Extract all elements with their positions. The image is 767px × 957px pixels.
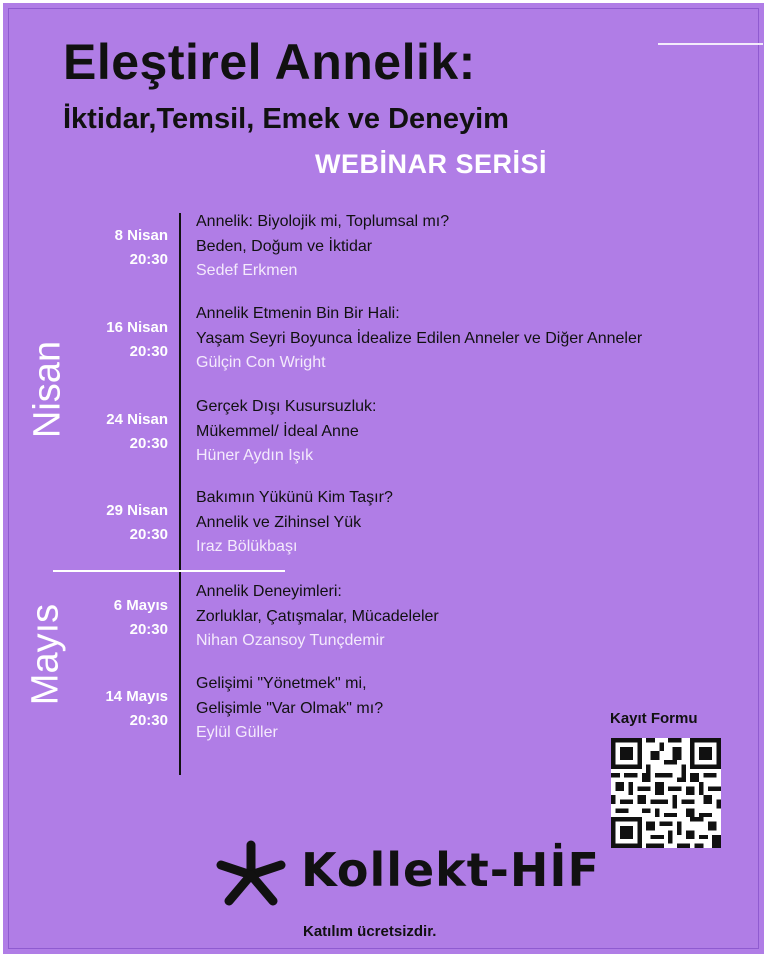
session-subtitle: Mükemmel/ İdeal Anne: [196, 422, 359, 440]
session-speaker: Sedef Erkmen: [196, 262, 298, 279]
timeline-april: [179, 213, 181, 571]
session-speaker: Hüner Aydın Işık: [196, 447, 314, 464]
date-text: 29 Nisan: [106, 502, 168, 519]
poster-title: Eleştirel Annelik:: [63, 34, 476, 90]
session-speaker: Eylül Güller: [196, 724, 278, 741]
session-date: [63, 685, 168, 733]
session-date: [63, 408, 168, 456]
poster-subtitle: İktidar,Temsil, Emek ve Deneyim: [63, 103, 509, 135]
session-subtitle: Annelik ve Zihinsel Yük: [196, 513, 362, 531]
session-date: [63, 224, 168, 272]
session-date: [63, 594, 168, 642]
series-label: WEBİNAR SERİSİ: [315, 149, 548, 179]
session-item: [196, 210, 449, 284]
timeline-may: [179, 572, 181, 775]
month-label-may: Mayıs: [24, 603, 67, 706]
asterisk-logo-icon: [209, 839, 293, 909]
session-speaker: Gülçin Con Wright: [196, 354, 326, 371]
date-text: 6 Mayıs: [113, 597, 168, 614]
session-date: [63, 499, 168, 547]
decorative-line: [658, 43, 763, 45]
session-title: Annelik: Biyolojik mi, Toplumsal mı?: [196, 213, 450, 230]
date-text: 24 Nisan: [106, 411, 168, 428]
qr-code-icon[interactable]: [611, 738, 721, 848]
session-date: [63, 316, 168, 364]
session-title: Annelik Deneyimleri:: [196, 583, 342, 600]
time-text: 20:30: [129, 343, 168, 360]
registration-label: Kayıt Formu: [610, 710, 698, 727]
time-text: 20:30: [129, 435, 168, 452]
session-title: Gelişimi "Yönetmek" mi,: [196, 675, 367, 692]
date-text: 16 Nisan: [106, 319, 168, 336]
time-text: 20:30: [129, 251, 168, 268]
session-item: [196, 302, 642, 376]
time-text: 20:30: [129, 712, 168, 729]
session-speaker: Nihan Ozansoy Tunçdemir: [196, 632, 385, 649]
time-text: 20:30: [129, 526, 168, 543]
free-participation-note: Katılım ücretsizdir.: [303, 923, 437, 940]
date-text: 14 Mayıs: [105, 688, 168, 705]
session-item: [196, 672, 383, 746]
session-title: Gerçek Dışı Kusursuzluk:: [196, 398, 377, 415]
session-subtitle: Yaşam Seyri Boyunca İdealize Edilen Anneler ve Diğer Anneler: [196, 329, 643, 347]
month-divider: [53, 570, 285, 572]
organization-logo-text: Kollekt-HİF: [301, 843, 600, 897]
session-title: Annelik Etmenin Bin Bir Hali:: [196, 305, 400, 322]
session-item: [196, 395, 377, 469]
month-label-april: Nisan: [26, 340, 69, 439]
session-speaker: Iraz Bölükbaşı: [196, 538, 298, 555]
session-item: [196, 580, 439, 654]
session-title: Bakımın Yükünü Kim Taşır?: [196, 489, 393, 506]
date-text: 8 Nisan: [114, 227, 168, 244]
session-subtitle: Gelişimle "Var Olmak" mı?: [196, 699, 384, 717]
time-text: 20:30: [129, 621, 168, 638]
session-subtitle: Beden, Doğum ve İktidar: [196, 237, 373, 255]
session-subtitle: Zorluklar, Çatışmalar, Mücadeleler: [196, 607, 439, 625]
session-item: [196, 486, 393, 560]
